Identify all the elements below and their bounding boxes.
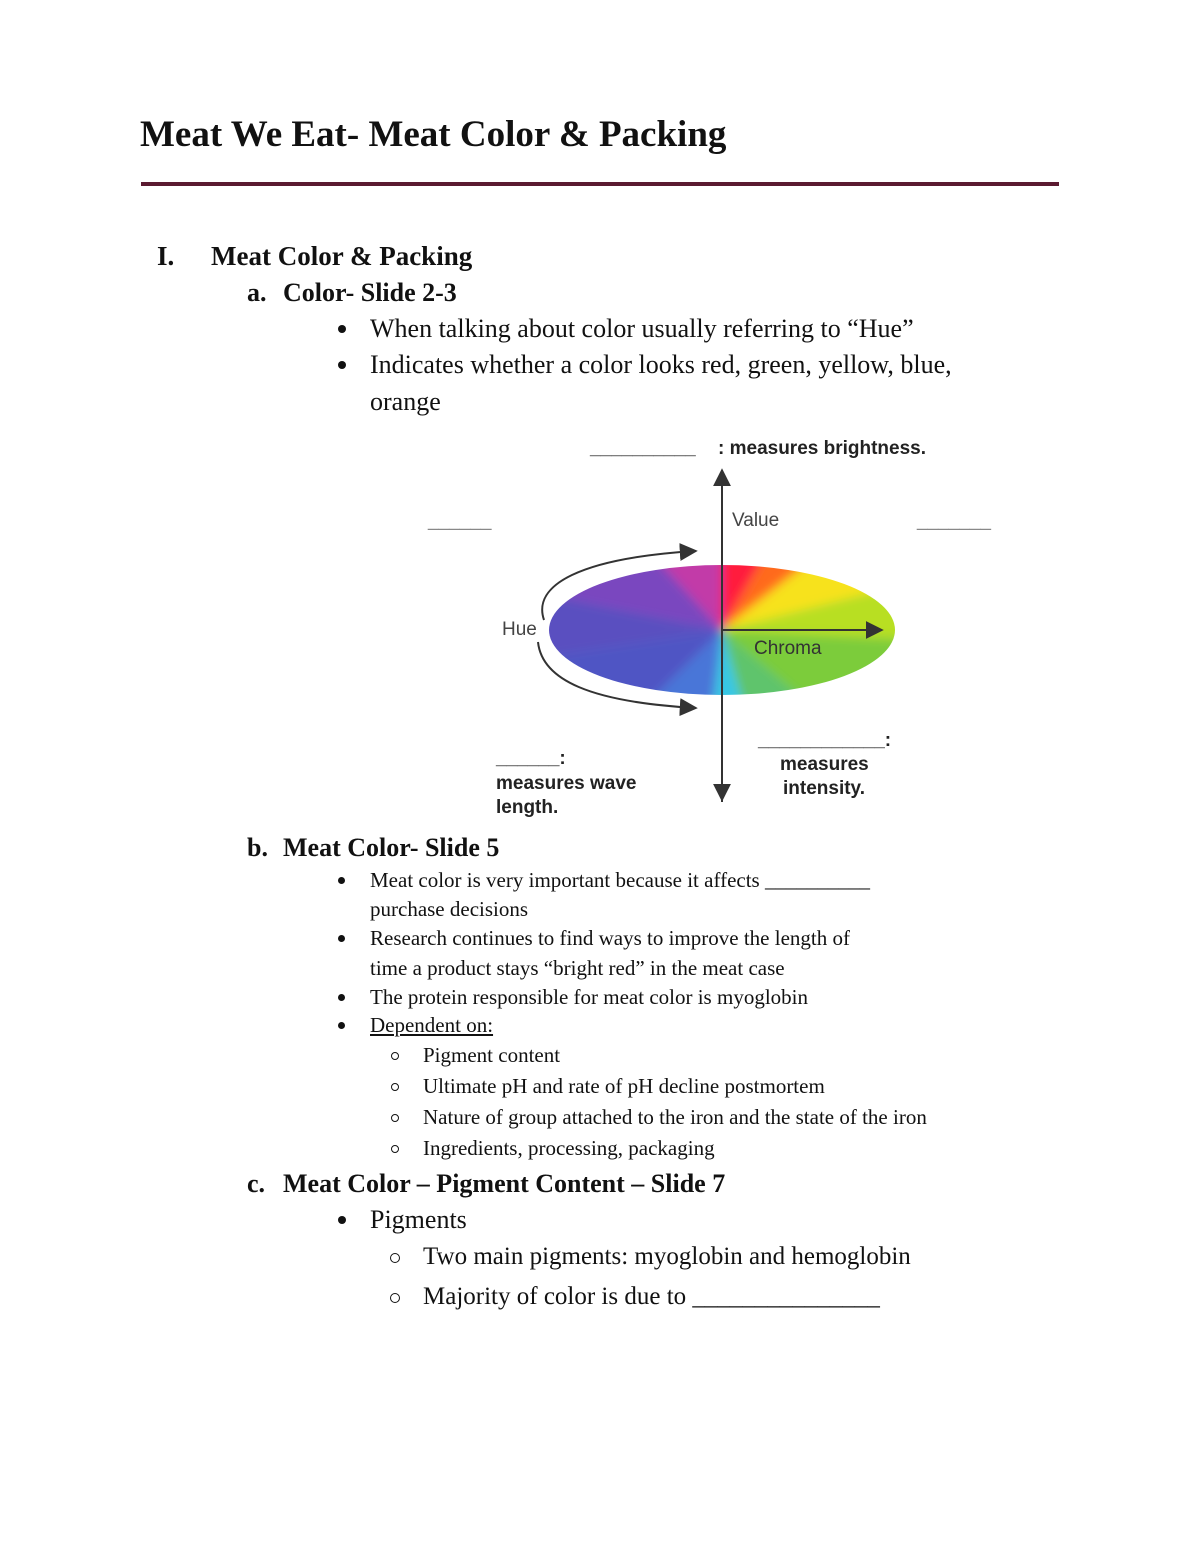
title-divider bbox=[141, 182, 1059, 186]
bullet-dot bbox=[338, 935, 345, 942]
sub-bullet-text: Ultimate pH and rate of pH decline postmortem bbox=[423, 1074, 825, 1098]
page-title: Meat We Eat- Meat Color & Packing bbox=[140, 114, 727, 155]
bottom-left-blank: ______: bbox=[496, 748, 566, 769]
bullet-text: When talking about color usually referring to “Hue” bbox=[370, 314, 914, 343]
subsection-b-letter: b. bbox=[247, 833, 268, 862]
left-blank: ______ bbox=[428, 510, 492, 531]
bullet-text: Indicates whether a color looks red, green, yellow, blue, bbox=[370, 350, 952, 379]
subsection-c-letter: c. bbox=[247, 1169, 266, 1198]
subsection-b-heading: Meat Color- Slide 5 bbox=[283, 833, 500, 862]
section-heading: Meat Color & Packing bbox=[211, 241, 473, 271]
right-blank: _______ bbox=[917, 510, 991, 531]
sub-bullet-circle bbox=[391, 1114, 399, 1122]
bullet-text: Research continues to find ways to improve the length of bbox=[370, 926, 850, 950]
top-blank: __________ bbox=[590, 438, 696, 459]
bullet-text: The protein responsible for meat color is myoglobin bbox=[370, 985, 808, 1009]
sub-bullet-text: Two main pigments: myoglobin and hemoglobin bbox=[423, 1243, 911, 1270]
bottom-right-blank: ____________: bbox=[758, 730, 892, 751]
sub-bullet-circle bbox=[391, 1145, 399, 1153]
section-numeral: I. bbox=[157, 241, 175, 271]
bullet-text: Pigments bbox=[370, 1205, 467, 1234]
sub-bullet-circle bbox=[391, 1052, 399, 1060]
bullet-dot bbox=[338, 994, 345, 1001]
bullet-dot bbox=[338, 325, 346, 333]
color-space-diagram bbox=[420, 430, 1020, 830]
sub-bullet-text: Majority of color is due to _______________ bbox=[423, 1283, 880, 1310]
bullet-text: Meat color is very important because it affects __________ bbox=[370, 868, 870, 892]
bullet-text-continued: time a product stays “bright red” in the meat case bbox=[370, 956, 785, 980]
bullet-dot bbox=[338, 1022, 345, 1029]
bullet-dot bbox=[338, 361, 346, 369]
sub-bullet-text: Pigment content bbox=[423, 1043, 561, 1067]
bullet-dot bbox=[338, 877, 345, 884]
subsection-a-heading: Color- Slide 2-3 bbox=[283, 278, 457, 307]
value-label: Value bbox=[732, 510, 780, 531]
bullet-dot bbox=[338, 1216, 346, 1224]
bullet-text-continued: orange bbox=[370, 387, 441, 416]
chroma-label: Chroma bbox=[754, 638, 822, 659]
bullet-text-continued: purchase decisions bbox=[370, 897, 529, 921]
sub-bullet-circle bbox=[391, 1083, 399, 1091]
sub-bullet-circle bbox=[390, 1253, 400, 1263]
sub-bullet-circle bbox=[390, 1293, 400, 1303]
wavelength-label-2: length. bbox=[496, 797, 559, 818]
intensity-label-2: intensity. bbox=[783, 778, 865, 799]
sub-bullet-text: Nature of group attached to the iron and the state of the iron bbox=[423, 1105, 927, 1129]
intensity-label: measures bbox=[780, 754, 869, 775]
subsection-c-heading: Meat Color – Pigment Content – Slide 7 bbox=[283, 1169, 726, 1198]
wavelength-label: measures wave bbox=[496, 773, 637, 794]
bullet-text-underlined: Dependent on: bbox=[370, 1013, 494, 1037]
brightness-label: : measures brightness. bbox=[718, 438, 927, 459]
hue-label: Hue bbox=[502, 619, 537, 640]
subsection-a-letter: a. bbox=[247, 278, 267, 307]
sub-bullet-text: Ingredients, processing, packaging bbox=[423, 1136, 715, 1160]
